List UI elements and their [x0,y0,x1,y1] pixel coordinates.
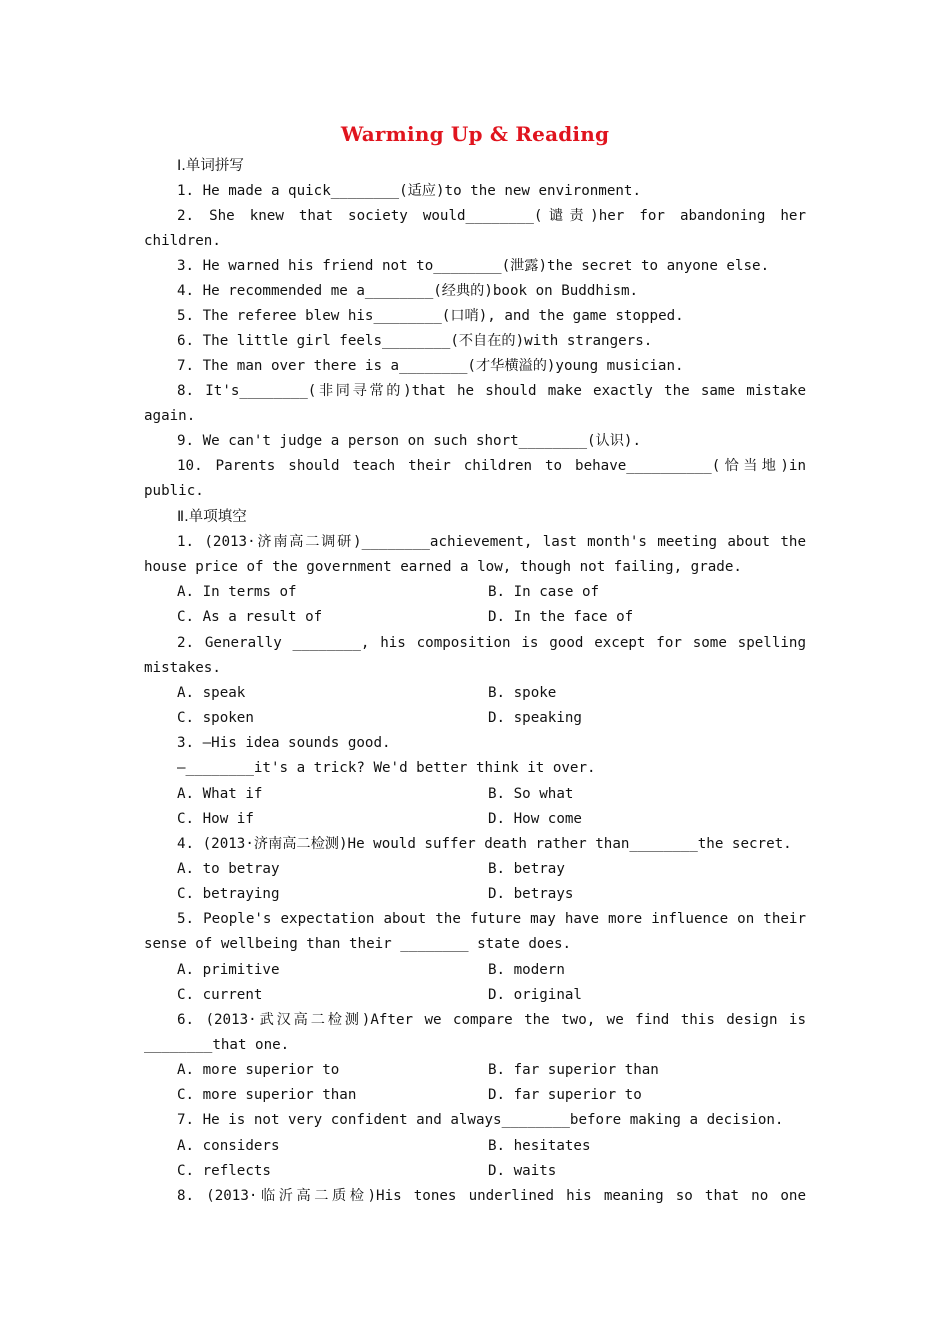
choice-question-3: 3. —His idea sounds good. [177,735,391,751]
q1-option-b: B. In case of [488,584,600,600]
spelling-item-2: 2. She knew that society would________(谴责)her for abandoning her [177,208,806,224]
spelling-item-2-cont: children. [144,233,221,249]
page-title: Warming Up & Reading [340,122,610,146]
choice-question-1-cont: house price of the government earned a low, though not failing, grade. [144,559,742,575]
spelling-item-3: 3. He warned his friend not to________(泄露)the secret to anyone else. [177,258,770,274]
q1-option-d: D. In the face of [488,609,634,625]
spelling-item-1: 1. He made a quick________(适应)to the new environment. [177,183,641,199]
q2-option-d: D. speaking [488,710,582,726]
q1-option-a: A. In terms of [177,584,297,600]
choice-question-7: 7. He is not very confident and always________before making a decision. [177,1112,784,1128]
q2-option-a: A. speak [177,685,246,701]
choice-question-5-cont: sense of wellbeing than their ________ state does. [144,936,572,952]
q3-option-d: D. How come [488,811,582,827]
choice-question-6-cont: ________that one. [144,1037,290,1053]
q5-option-a: A. primitive [177,962,280,978]
q2-option-c: C. spoken [177,710,254,726]
spelling-item-8-cont: again. [144,408,196,424]
spelling-item-9: 9. We can't judge a person on such short________(认识). [177,433,641,449]
choice-question-2-cont: mistakes. [144,660,221,676]
q3-option-b: B. So what [488,786,574,802]
q6-option-b: B. far superior than [488,1062,659,1078]
choice-question-2: 2. Generally ________, his composition is good except for some spelling [177,635,806,651]
spelling-item-5: 5. The referee blew his________(口哨), and the game stopped. [177,308,684,324]
q7-option-a: A. considers [177,1138,280,1154]
q7-option-c: C. reflects [177,1163,271,1179]
choice-question-4: 4. (2013·济南高二检测)He would suffer death rather than________the secret. [177,836,792,852]
q6-option-d: D. far superior to [488,1087,642,1103]
q1-option-c: C. As a result of [177,609,323,625]
spelling-item-7: 7. The man over there is a________(才华横溢的)young musician. [177,358,684,374]
spelling-item-10-cont: public. [144,483,204,499]
q5-option-d: D. original [488,987,582,1003]
q4-option-b: B. betray [488,861,565,877]
spelling-item-6: 6. The little girl feels________(不自在的)with strangers. [177,333,653,349]
q7-option-d: D. waits [488,1163,557,1179]
q4-option-d: D. betrays [488,886,574,902]
q4-option-c: C. betraying [177,886,280,902]
q2-option-b: B. spoke [488,685,557,701]
choice-question-5: 5. People's expectation about the future may have more influence on their [177,911,806,927]
choice-question-8: 8. (2013·临沂高二质检)His tones underlined his meaning so that no one [177,1188,806,1204]
spelling-item-4: 4. He recommended me a________(经典的)book on Buddhism. [177,283,639,299]
choice-question-1: 1. (2013·济南高二调研)________achievement, last month's meeting about the [177,534,806,550]
q5-option-c: C. current [177,987,263,1003]
q5-option-b: B. modern [488,962,565,978]
section-heading-spelling: Ⅰ.单词拼写 [177,158,244,174]
q3-option-a: A. What if [177,786,263,802]
q6-option-a: A. more superior to [177,1062,340,1078]
spelling-item-8: 8. It's________(非同寻常的)that he should make exactly the same mistake [177,383,806,399]
q4-option-a: A. to betray [177,861,280,877]
spelling-item-10: 10. Parents should teach their children to behave__________(恰当地)in [177,458,806,474]
q6-option-c: C. more superior than [177,1087,357,1103]
q3-option-c: C. How if [177,811,254,827]
q7-option-b: B. hesitates [488,1138,591,1154]
choice-question-3-cont: —________it's a trick? We'd better think it over. [177,760,596,776]
choice-question-6: 6. (2013·武汉高二检测)After we compare the two, we find this design is [177,1012,806,1028]
section-heading-choice: Ⅱ.单项填空 [177,509,247,525]
